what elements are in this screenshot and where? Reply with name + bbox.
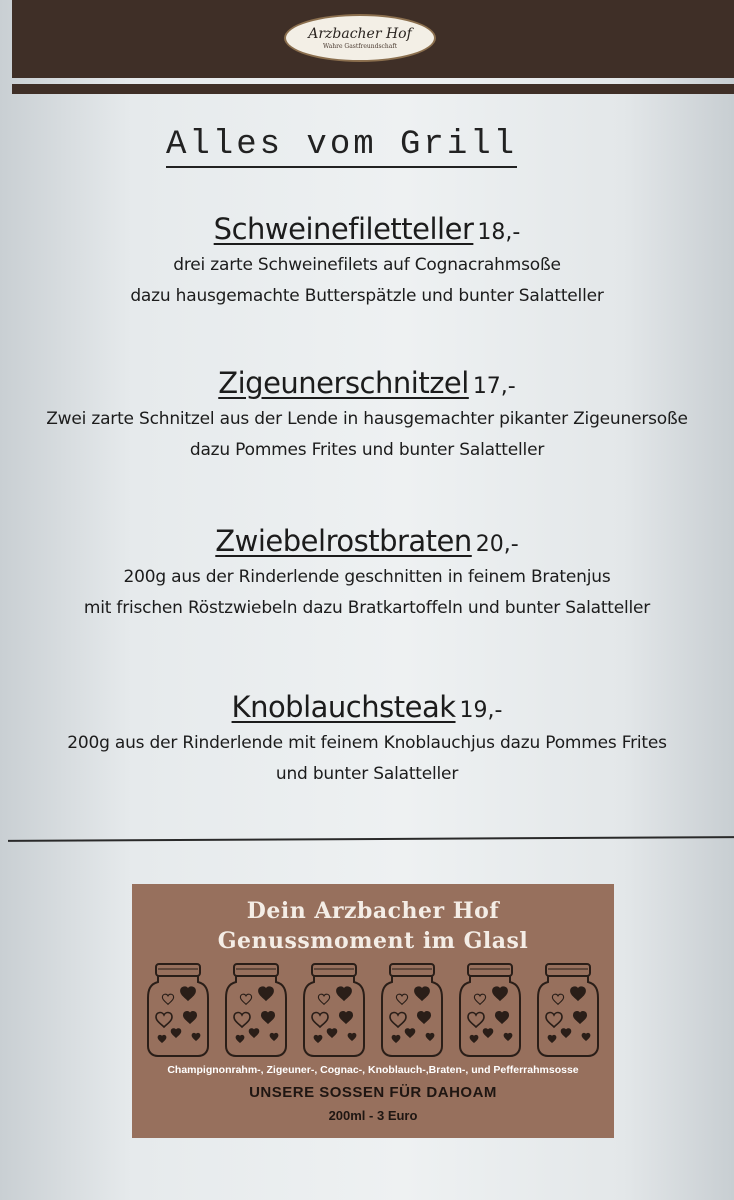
dish-name: Schweinefiletteller: [213, 212, 474, 246]
jar-with-hearts-icon: [144, 962, 212, 1058]
promo-tagline: UNSERE SOSSEN FÜR DAHOAM: [249, 1084, 497, 1101]
jar-row: [142, 962, 604, 1060]
dish-item: [0, 524, 734, 624]
dish-price: 18,-: [477, 220, 521, 245]
dish-price: 20,-: [475, 532, 519, 557]
logo-name: Arzbacher Hof: [308, 25, 412, 42]
jar-with-hearts-icon: [534, 962, 602, 1058]
dish-name: Zwiebelrostbraten: [215, 524, 472, 558]
dish-head: [0, 524, 734, 558]
dish-description-line: und bunter Salatteller: [275, 764, 459, 784]
jar-with-hearts-icon: [222, 962, 290, 1058]
promo-sauce-list: Champignonrahm-, Zigeuner-, Cognac-, Knoblauch-,Braten-, und Pefferrahmsosse: [167, 1064, 579, 1076]
jar-with-hearts-icon: [378, 962, 446, 1058]
logo-subtitle: Wahre Gastfreundschaft: [323, 42, 397, 50]
dish-item: [0, 690, 734, 790]
dish-item: [0, 366, 734, 466]
dish-name: Zigeunerschnitzel: [218, 366, 469, 400]
dish-description-line: 200g aus der Rinderlende mit feinem Knoblauchjus dazu Pommes Frites: [67, 733, 667, 753]
dish-head: [0, 212, 734, 246]
dish-price: 19,-: [459, 698, 503, 723]
header-stripe: [12, 84, 734, 94]
dish-description-line: 200g aus der Rinderlende geschnitten in feinem Bratenjus: [123, 567, 611, 587]
jar-with-hearts-icon: [456, 962, 524, 1058]
dish-description-line: dazu hausgemachte Butterspätzle und bunter Salatteller: [130, 286, 604, 306]
section-title: Alles vom Grill: [166, 126, 517, 168]
dish-description-line: drei zarte Schweinefilets auf Cognacrahmsoße: [173, 255, 561, 275]
dish-name: Knoblauchsteak: [231, 690, 456, 724]
jar-with-hearts-icon: [300, 962, 368, 1058]
dish-description-line: mit frischen Röstzwiebeln dazu Bratkartoffeln und bunter Salatteller: [83, 598, 651, 618]
restaurant-logo: [284, 14, 436, 62]
dish-head: [0, 366, 734, 400]
dish-price: 17,-: [472, 374, 516, 399]
dish-description-line: Zwei zarte Schnitzel aus der Lende in hausgemachter pikanter Zigeunersoße: [46, 409, 688, 429]
promo-title-line: Dein Arzbacher Hof: [246, 898, 500, 924]
promo-title-line: Genussmoment im Glasl: [217, 928, 529, 954]
section-divider: [8, 836, 734, 842]
dish-head: [0, 690, 734, 724]
promo-banner: [132, 884, 614, 1138]
dish-description-line: dazu Pommes Frites und bunter Salatteller: [189, 440, 545, 460]
dish-item: [0, 212, 734, 312]
promo-price: 200ml - 3 Euro: [328, 1108, 418, 1123]
